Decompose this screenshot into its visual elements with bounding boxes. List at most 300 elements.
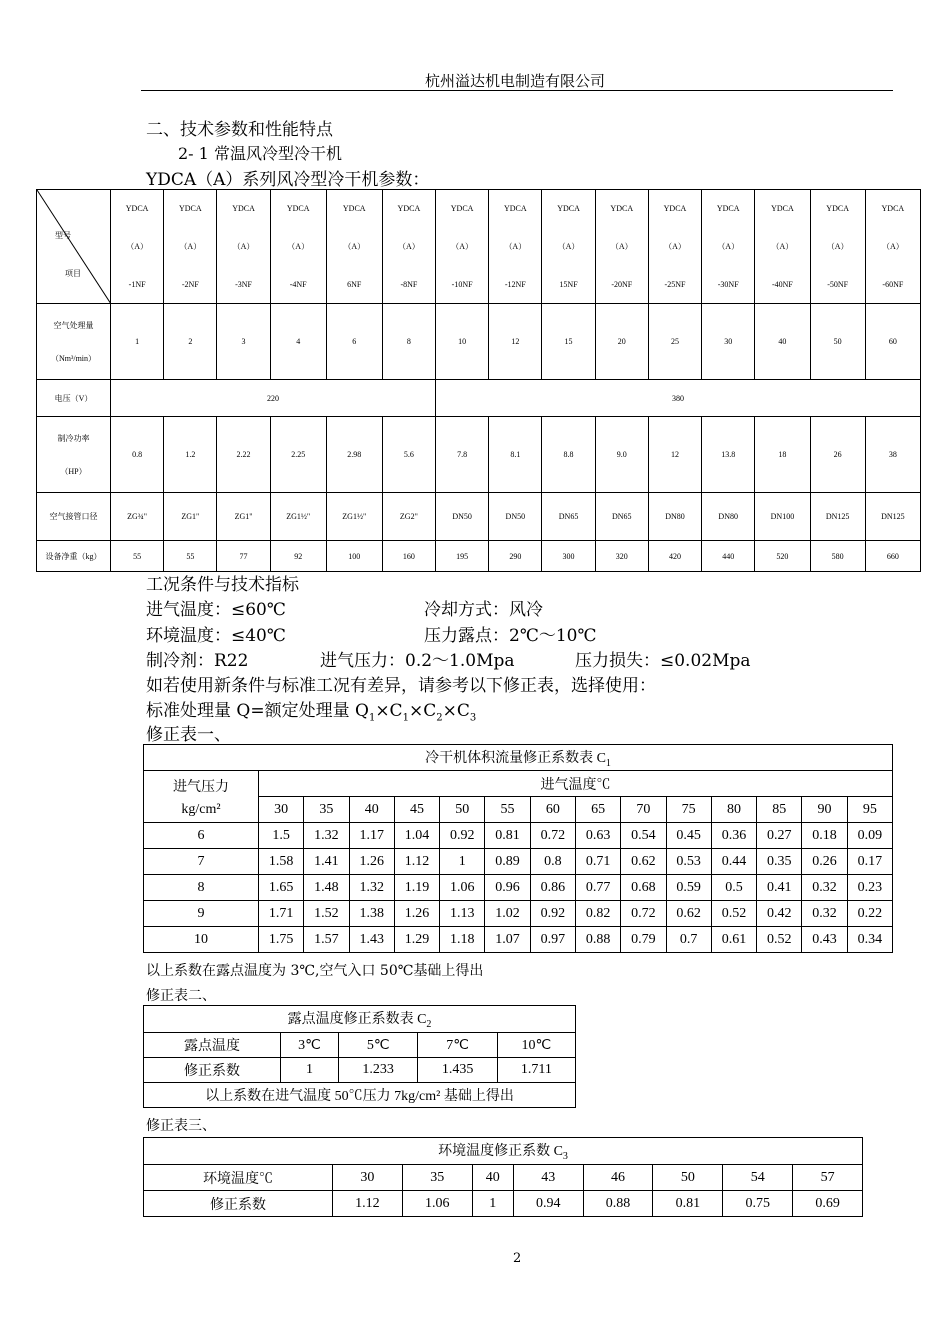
flow-coef-cell: 0.97 bbox=[530, 927, 575, 953]
table-row bbox=[144, 875, 893, 901]
table2-title bbox=[144, 1006, 576, 1033]
flow-coef-cell: 1.43 bbox=[349, 927, 394, 953]
table1-label: 修正表一、 bbox=[146, 725, 231, 745]
net-weight-cell: 520 bbox=[755, 541, 810, 572]
model-header-cell bbox=[755, 190, 810, 304]
model-header-line: YDCA bbox=[881, 204, 905, 213]
flow-coef-cell: 0.88 bbox=[575, 927, 620, 953]
ambient-temp-cell: 43 bbox=[513, 1165, 583, 1191]
model-header-line: -8NF bbox=[400, 280, 418, 289]
ambient-coef-cell: 0.88 bbox=[583, 1191, 653, 1217]
table2-footnote: 以上系数在进气温度 50℃压力 7kg/cm² 基础上得出 bbox=[144, 1083, 576, 1108]
model-header-line: YDCA bbox=[826, 204, 849, 213]
pressure-cell: 6 bbox=[144, 823, 259, 849]
cooling-power-cell: 18 bbox=[755, 417, 810, 493]
dew-temp-cell: 7℃ bbox=[418, 1033, 497, 1058]
flow-correction-table bbox=[143, 744, 893, 953]
flow-coef-cell: 0.62 bbox=[666, 901, 711, 927]
model-header-cell bbox=[542, 190, 595, 304]
dew-temp-cell: 10℃ bbox=[497, 1033, 575, 1058]
pipe-size-cell: DN100 bbox=[755, 493, 810, 541]
formula-sub: 1 bbox=[402, 712, 409, 724]
inlet-temp-cell: 70 bbox=[621, 797, 666, 823]
air-capacity-cell: 12 bbox=[489, 304, 542, 380]
flow-coef-cell: 0.7 bbox=[666, 927, 711, 953]
flow-coef-cell: 1.12 bbox=[394, 849, 439, 875]
spec-table-title: YDCA（A）系列风冷型冷干机参数： bbox=[146, 170, 430, 190]
weight-label-cell: 设备净重（kg） bbox=[37, 541, 111, 572]
flow-coef-cell: 1.04 bbox=[394, 823, 439, 849]
dew-temp-cell: 3℃ bbox=[281, 1033, 339, 1058]
table2-title-text: 露点温度修正系数表 C bbox=[287, 1012, 427, 1028]
table-row bbox=[144, 927, 893, 953]
ambient-coef-cell: 0.69 bbox=[793, 1191, 863, 1217]
flow-coef-cell: 0.59 bbox=[666, 875, 711, 901]
cooling-power-cell: 2.22 bbox=[217, 417, 270, 493]
formula-times: ×C bbox=[442, 701, 470, 721]
flow-coef-cell: 0.86 bbox=[530, 875, 575, 901]
conditions-title: 工况条件与技术指标 bbox=[146, 575, 299, 595]
model-header-line: 15NF bbox=[559, 280, 578, 289]
ambient-temp-cell: 54 bbox=[723, 1165, 793, 1191]
table-row bbox=[144, 849, 893, 875]
voltage-380-cell: 380 bbox=[436, 380, 921, 417]
pipe-size-cell: DN65 bbox=[595, 493, 648, 541]
formula-prefix: 标准处理量 Q=额定处理量 Q bbox=[146, 701, 369, 721]
air-capacity-cell: 4 bbox=[270, 304, 326, 380]
pressure-header bbox=[144, 771, 259, 823]
ambient-coef-label: 修正系数 bbox=[144, 1191, 333, 1217]
model-header-line: -50NF bbox=[827, 280, 849, 289]
dew-coef-cell: 1 bbox=[281, 1058, 339, 1083]
flow-coef-cell: 0.81 bbox=[485, 823, 530, 849]
model-header-line: -3NF bbox=[235, 280, 252, 289]
net-weight-cell: 92 bbox=[270, 541, 326, 572]
pipe-size-cell: ZG1" bbox=[217, 493, 270, 541]
model-header-line: YDCA bbox=[178, 204, 202, 213]
pressure-cell: 8 bbox=[144, 875, 259, 901]
dew-coef-cell: 1.711 bbox=[497, 1058, 575, 1083]
table3-title-sub: 3 bbox=[562, 1150, 568, 1162]
flow-coef-cell: 0.18 bbox=[802, 823, 847, 849]
cooling-method: 冷却方式：风冷 bbox=[424, 600, 543, 620]
flow-coef-cell: 0.36 bbox=[711, 823, 756, 849]
net-weight-cell: 77 bbox=[217, 541, 270, 572]
table3-label: 修正表三、 bbox=[146, 1118, 216, 1134]
flow-coef-cell: 1.58 bbox=[259, 849, 304, 875]
flow-coef-cell: 0.96 bbox=[485, 875, 530, 901]
flow-coef-cell: 1.26 bbox=[394, 901, 439, 927]
company-header: 杭州溢达机电制造有限公司 bbox=[424, 72, 605, 90]
model-header-cell bbox=[810, 190, 865, 304]
model-header-line: （A） bbox=[126, 242, 148, 251]
net-weight-cell: 580 bbox=[810, 541, 865, 572]
inlet-pressure: 进气压力：0.2～1.0Mpa bbox=[320, 651, 515, 671]
model-header-line: （A） bbox=[771, 242, 794, 251]
cooling-power-cell: 2.98 bbox=[326, 417, 382, 493]
air-capacity-cell: 50 bbox=[810, 304, 865, 380]
model-header-cell bbox=[111, 190, 164, 304]
model-header-line: 6NF bbox=[347, 280, 362, 289]
flow-coef-cell: 0.23 bbox=[847, 875, 892, 901]
model-header-line: -10NF bbox=[451, 280, 473, 289]
ambient-coef-cell: 1.12 bbox=[333, 1191, 403, 1217]
flow-coef-cell: 1.48 bbox=[304, 875, 349, 901]
dew-coef-cell: 1.233 bbox=[338, 1058, 417, 1083]
cooling-power-cell: 12 bbox=[648, 417, 701, 493]
flow-coef-cell: 0.34 bbox=[847, 927, 892, 953]
formula-times: ×C bbox=[375, 701, 403, 721]
flow-coef-cell: 1.57 bbox=[304, 927, 349, 953]
dew-correction-table bbox=[143, 1005, 576, 1108]
flow-coef-cell: 1.32 bbox=[304, 823, 349, 849]
ambient-coef-cell: 1 bbox=[472, 1191, 513, 1217]
ambient-correction-table bbox=[143, 1137, 863, 1217]
table2-label: 修正表二、 bbox=[146, 988, 216, 1004]
model-header-line: YDCA bbox=[716, 204, 740, 213]
flow-coef-cell: 0.43 bbox=[802, 927, 847, 953]
flow-coef-cell: 0.32 bbox=[802, 875, 847, 901]
formula-sub: 2 bbox=[436, 712, 443, 724]
inlet-temp-cell: 45 bbox=[394, 797, 439, 823]
ambient-temp-cell: 35 bbox=[402, 1165, 472, 1191]
inlet-temp-cell: 40 bbox=[349, 797, 394, 823]
net-weight-cell: 195 bbox=[436, 541, 489, 572]
cooling-power-cell: 8.1 bbox=[489, 417, 542, 493]
pipe-size-cell: DN80 bbox=[648, 493, 701, 541]
inlet-temp-cell: 50 bbox=[440, 797, 485, 823]
flow-coef-cell: 0.22 bbox=[847, 901, 892, 927]
model-header-line: YDCA bbox=[397, 204, 421, 213]
flow-coef-cell: 0.52 bbox=[711, 901, 756, 927]
inlet-temp-header: 进气温度℃ bbox=[259, 771, 893, 797]
pressure-header-line2: kg/cm² bbox=[181, 801, 221, 817]
flow-coef-cell: 0.92 bbox=[530, 901, 575, 927]
flow-coef-cell: 0.71 bbox=[575, 849, 620, 875]
model-header-line: -12NF bbox=[504, 280, 526, 289]
net-weight-cell: 160 bbox=[382, 541, 435, 572]
pipe-label-cell: 空气接管口径 bbox=[37, 493, 111, 541]
flow-coef-cell: 0.61 bbox=[711, 927, 756, 953]
flow-coef-cell: 0.72 bbox=[621, 901, 666, 927]
dew-coef-cell: 1.435 bbox=[418, 1058, 497, 1083]
header-rule bbox=[141, 90, 893, 91]
ambient-temp-label: 环境温度℃ bbox=[144, 1165, 333, 1191]
model-header-cell bbox=[270, 190, 326, 304]
model-header-cell bbox=[382, 190, 435, 304]
flow-coef-cell: 1.65 bbox=[259, 875, 304, 901]
flow-coef-cell: 0.26 bbox=[802, 849, 847, 875]
model-header-line: YDCA bbox=[503, 204, 527, 213]
flow-coef-cell: 0.42 bbox=[757, 901, 802, 927]
air-capacity-cell: 20 bbox=[595, 304, 648, 380]
inlet-temp: 进气温度：≤60℃ bbox=[146, 600, 286, 620]
air-capacity-cell: 1 bbox=[111, 304, 164, 380]
flow-coef-cell: 0.77 bbox=[575, 875, 620, 901]
flow-coef-cell: 1.13 bbox=[440, 901, 485, 927]
cooling-power-cell: 1.2 bbox=[164, 417, 217, 493]
model-header-line: -4NF bbox=[289, 280, 307, 289]
model-header-line: -2NF bbox=[181, 280, 199, 289]
flow-coef-cell: 1.26 bbox=[349, 849, 394, 875]
ambient-temp-cell: 40 bbox=[472, 1165, 513, 1191]
model-header-line: YDCA bbox=[125, 204, 149, 213]
flow-coef-cell: 0.79 bbox=[621, 927, 666, 953]
model-header-line: （A） bbox=[451, 242, 473, 251]
cooling-power-cell: 5.6 bbox=[382, 417, 435, 493]
flow-coef-cell: 1.07 bbox=[485, 927, 530, 953]
ambient-coef-cell: 0.94 bbox=[513, 1191, 583, 1217]
flow-coef-cell: 0.62 bbox=[621, 849, 666, 875]
inlet-temp-cell: 55 bbox=[485, 797, 530, 823]
flow-coef-cell: 0.53 bbox=[666, 849, 711, 875]
model-header-line: （A） bbox=[881, 242, 904, 251]
ambient-temp-cell: 30 bbox=[333, 1165, 403, 1191]
pipe-size-cell: ZG1" bbox=[164, 493, 217, 541]
section-subheading: 2- 1 常温风冷型冷干机 bbox=[178, 144, 342, 163]
model-header-line: -1NF bbox=[128, 280, 146, 289]
net-weight-cell: 55 bbox=[111, 541, 164, 572]
ambient-temp-cell: 46 bbox=[583, 1165, 653, 1191]
dew-temp-cell: 5℃ bbox=[338, 1033, 417, 1058]
ambient-temp-cell: 50 bbox=[653, 1165, 723, 1191]
net-weight-cell: 420 bbox=[648, 541, 701, 572]
inlet-temp-cell: 35 bbox=[304, 797, 349, 823]
cooling-power-cell: 8.8 bbox=[542, 417, 595, 493]
flow-coef-cell: 0.5 bbox=[711, 875, 756, 901]
flow-coef-cell: 1.19 bbox=[394, 875, 439, 901]
cooling-power-cell: 9.0 bbox=[595, 417, 648, 493]
pressure-cell: 7 bbox=[144, 849, 259, 875]
flow-coef-cell: 0.45 bbox=[666, 823, 711, 849]
flow-coef-cell: 1.29 bbox=[394, 927, 439, 953]
ambient-temp-cell: 57 bbox=[793, 1165, 863, 1191]
cooling-power-cell: 0.8 bbox=[111, 417, 164, 493]
flow-coef-cell: 0.17 bbox=[847, 849, 892, 875]
diagonal-line bbox=[37, 190, 111, 304]
cooling-power-cell: 7.8 bbox=[436, 417, 489, 493]
net-weight-cell: 55 bbox=[164, 541, 217, 572]
power-label-cell bbox=[37, 417, 111, 493]
model-header-line: YDCA bbox=[342, 204, 366, 213]
model-header-cell bbox=[702, 190, 755, 304]
model-header-line: （A） bbox=[610, 242, 633, 251]
model-header-cell bbox=[865, 190, 920, 304]
pipe-size-cell: ZG1½" bbox=[326, 493, 382, 541]
pipe-size-cell: ZG1½" bbox=[270, 493, 326, 541]
formula-times: ×C bbox=[408, 701, 437, 721]
ambient-coef-cell: 0.75 bbox=[723, 1191, 793, 1217]
net-weight-cell: 100 bbox=[326, 541, 382, 572]
flow-coef-cell: 0.52 bbox=[757, 927, 802, 953]
flow-coef-cell: 0.41 bbox=[757, 875, 802, 901]
air-capacity-cell: 40 bbox=[755, 304, 810, 380]
flow-coef-cell: 0.09 bbox=[847, 823, 892, 849]
corner-item-label: 项目 bbox=[65, 269, 81, 278]
spec-table bbox=[36, 189, 921, 572]
model-header-cell bbox=[164, 190, 217, 304]
flow-coef-cell: 0.54 bbox=[621, 823, 666, 849]
voltage-label-cell: 电压（V） bbox=[37, 380, 111, 417]
flow-coef-cell: 0.32 bbox=[802, 901, 847, 927]
flow-coef-cell: 1.18 bbox=[440, 927, 485, 953]
flow-coef-cell: 1.52 bbox=[304, 901, 349, 927]
pipe-size-cell: DN65 bbox=[542, 493, 595, 541]
flow-coef-cell: 0.27 bbox=[757, 823, 802, 849]
air-label-line2: （Nm³/min） bbox=[50, 353, 97, 363]
model-header-line: （A） bbox=[826, 242, 849, 251]
inlet-temp-cell: 80 bbox=[711, 797, 756, 823]
flow-coef-cell: 0.82 bbox=[575, 901, 620, 927]
table-row bbox=[144, 823, 893, 849]
ambient-coef-cell: 1.06 bbox=[402, 1191, 472, 1217]
cooling-power-cell: 13.8 bbox=[702, 417, 755, 493]
model-header-cell bbox=[648, 190, 701, 304]
net-weight-cell: 440 bbox=[702, 541, 755, 572]
model-header-line: （A） bbox=[504, 242, 527, 251]
model-header-line: -25NF bbox=[664, 280, 686, 289]
page-number: 2 bbox=[513, 1251, 522, 1266]
model-header-line: （A） bbox=[398, 242, 420, 251]
inlet-temp-cell: 30 bbox=[259, 797, 304, 823]
table1-title-text: 冷干机体积流量修正系数表 C bbox=[425, 750, 606, 766]
air-label-cell bbox=[37, 304, 111, 380]
pipe-size-cell: ZG¾" bbox=[111, 493, 164, 541]
formula-sub: 3 bbox=[469, 712, 477, 724]
model-header-line: YDCA bbox=[286, 204, 310, 213]
pressure-cell: 9 bbox=[144, 901, 259, 927]
inlet-temp-cell: 95 bbox=[847, 797, 892, 823]
power-label-line1: 制冷功率 bbox=[57, 433, 90, 443]
flow-coef-cell: 0.89 bbox=[485, 849, 530, 875]
pressure-cell: 10 bbox=[144, 927, 259, 953]
section-heading: 二、技术参数和性能特点 bbox=[146, 120, 333, 140]
table1-title-sub: 1 bbox=[605, 757, 611, 769]
model-header-line: YDCA bbox=[232, 204, 255, 213]
flow-coef-cell: 0.35 bbox=[757, 849, 802, 875]
voltage-220-cell: 220 bbox=[111, 380, 436, 417]
model-header-line: （A） bbox=[557, 242, 580, 251]
flow-coef-cell: 0.92 bbox=[440, 823, 485, 849]
pressure-header-line1: 进气压力 bbox=[173, 779, 229, 795]
air-capacity-cell: 15 bbox=[542, 304, 595, 380]
air-capacity-cell: 8 bbox=[382, 304, 435, 380]
model-header-line: YDCA bbox=[450, 204, 474, 213]
model-header-cell bbox=[595, 190, 648, 304]
cooling-power-cell: 38 bbox=[865, 417, 920, 493]
ambient-temp: 环境温度：≤40℃ bbox=[146, 626, 286, 646]
net-weight-cell: 320 bbox=[595, 541, 648, 572]
air-capacity-cell: 6 bbox=[326, 304, 382, 380]
model-header-cell bbox=[489, 190, 542, 304]
dew-point: 压力露点：2℃～10℃ bbox=[424, 626, 597, 646]
flow-coef-cell: 1.32 bbox=[349, 875, 394, 901]
flow-coef-cell: 0.72 bbox=[530, 823, 575, 849]
cooling-power-cell: 26 bbox=[810, 417, 865, 493]
flow-coef-cell: 1.38 bbox=[349, 901, 394, 927]
model-header-cell bbox=[217, 190, 270, 304]
air-capacity-cell: 30 bbox=[702, 304, 755, 380]
model-header-line: （A） bbox=[179, 242, 202, 251]
formula-sub: 1 bbox=[368, 712, 376, 724]
flow-coef-cell: 0.44 bbox=[711, 849, 756, 875]
flow-coef-cell: 1.41 bbox=[304, 849, 349, 875]
inlet-temp-cell: 90 bbox=[802, 797, 847, 823]
refrigerant: 制冷剂：R22 bbox=[146, 651, 249, 671]
corner-model-label: 型号 bbox=[55, 231, 71, 240]
pressure-loss: 压力损失：≤0.02Mpa bbox=[575, 651, 751, 671]
flow-coef-cell: 1.06 bbox=[440, 875, 485, 901]
table2-title-sub: 2 bbox=[426, 1018, 432, 1030]
air-label-line1: 空气处理量 bbox=[53, 320, 94, 330]
net-weight-cell: 660 bbox=[865, 541, 920, 572]
flow-coef-cell: 1.17 bbox=[349, 823, 394, 849]
flow-coef-cell: 0.63 bbox=[575, 823, 620, 849]
correction-note: 如若使用新条件与标准工况有差异，请参考以下修正表，选择使用： bbox=[146, 676, 656, 696]
flow-coef-cell: 1.5 bbox=[259, 823, 304, 849]
pipe-size-cell: DN50 bbox=[489, 493, 542, 541]
pipe-size-cell: DN125 bbox=[865, 493, 920, 541]
air-capacity-cell: 60 bbox=[865, 304, 920, 380]
net-weight-cell: 290 bbox=[489, 541, 542, 572]
model-header-cell bbox=[326, 190, 382, 304]
model-header-line: （A） bbox=[287, 242, 310, 251]
model-header-line: YDCA bbox=[610, 204, 634, 213]
table1-footnote: 以上系数在露点温度为 3℃,空气入口 50℃基础上得出 bbox=[146, 963, 484, 979]
cooling-power-cell: 2.25 bbox=[270, 417, 326, 493]
flow-coef-cell: 0.68 bbox=[621, 875, 666, 901]
net-weight-cell: 300 bbox=[542, 541, 595, 572]
air-capacity-cell: 2 bbox=[164, 304, 217, 380]
pipe-size-cell: ZG2" bbox=[382, 493, 435, 541]
model-header-cell bbox=[436, 190, 489, 304]
air-capacity-cell: 25 bbox=[648, 304, 701, 380]
flow-coef-cell: 0.8 bbox=[530, 849, 575, 875]
flow-coef-cell: 1.02 bbox=[485, 901, 530, 927]
pipe-size-cell: DN50 bbox=[436, 493, 489, 541]
flow-coef-cell: 1.71 bbox=[259, 901, 304, 927]
model-header-line: （A） bbox=[343, 242, 366, 251]
dew-temp-label: 露点温度 bbox=[144, 1033, 281, 1058]
model-header-line: -20NF bbox=[611, 280, 633, 289]
air-capacity-cell: 3 bbox=[217, 304, 270, 380]
power-label-line2: （HP） bbox=[60, 466, 87, 476]
pipe-size-cell: DN125 bbox=[810, 493, 865, 541]
inlet-temp-cell: 65 bbox=[575, 797, 620, 823]
dew-coef-label: 修正系数 bbox=[144, 1058, 281, 1083]
inlet-temp-cell: 75 bbox=[666, 797, 711, 823]
model-header-line: （A） bbox=[664, 242, 686, 251]
model-header-line: YDCA bbox=[663, 204, 687, 213]
spec-corner-cell bbox=[37, 190, 111, 304]
table-row bbox=[144, 901, 893, 927]
inlet-temp-cell: 85 bbox=[757, 797, 802, 823]
table1-title bbox=[144, 745, 893, 771]
air-capacity-cell: 10 bbox=[436, 304, 489, 380]
model-header-line: -30NF bbox=[717, 280, 739, 289]
model-header-line: （A） bbox=[717, 242, 740, 251]
model-header-line: -40NF bbox=[771, 280, 793, 289]
pipe-size-cell: DN80 bbox=[702, 493, 755, 541]
model-header-line: -60NF bbox=[882, 280, 904, 289]
flow-coef-cell: 1.75 bbox=[259, 927, 304, 953]
inlet-temp-cell: 60 bbox=[530, 797, 575, 823]
table3-title bbox=[144, 1138, 863, 1165]
model-header-line: （A） bbox=[232, 242, 255, 251]
table3-title-text: 环境温度修正系数 C bbox=[438, 1144, 563, 1160]
model-header-line: YDCA bbox=[771, 204, 794, 213]
flow-coef-cell: 1 bbox=[440, 849, 485, 875]
